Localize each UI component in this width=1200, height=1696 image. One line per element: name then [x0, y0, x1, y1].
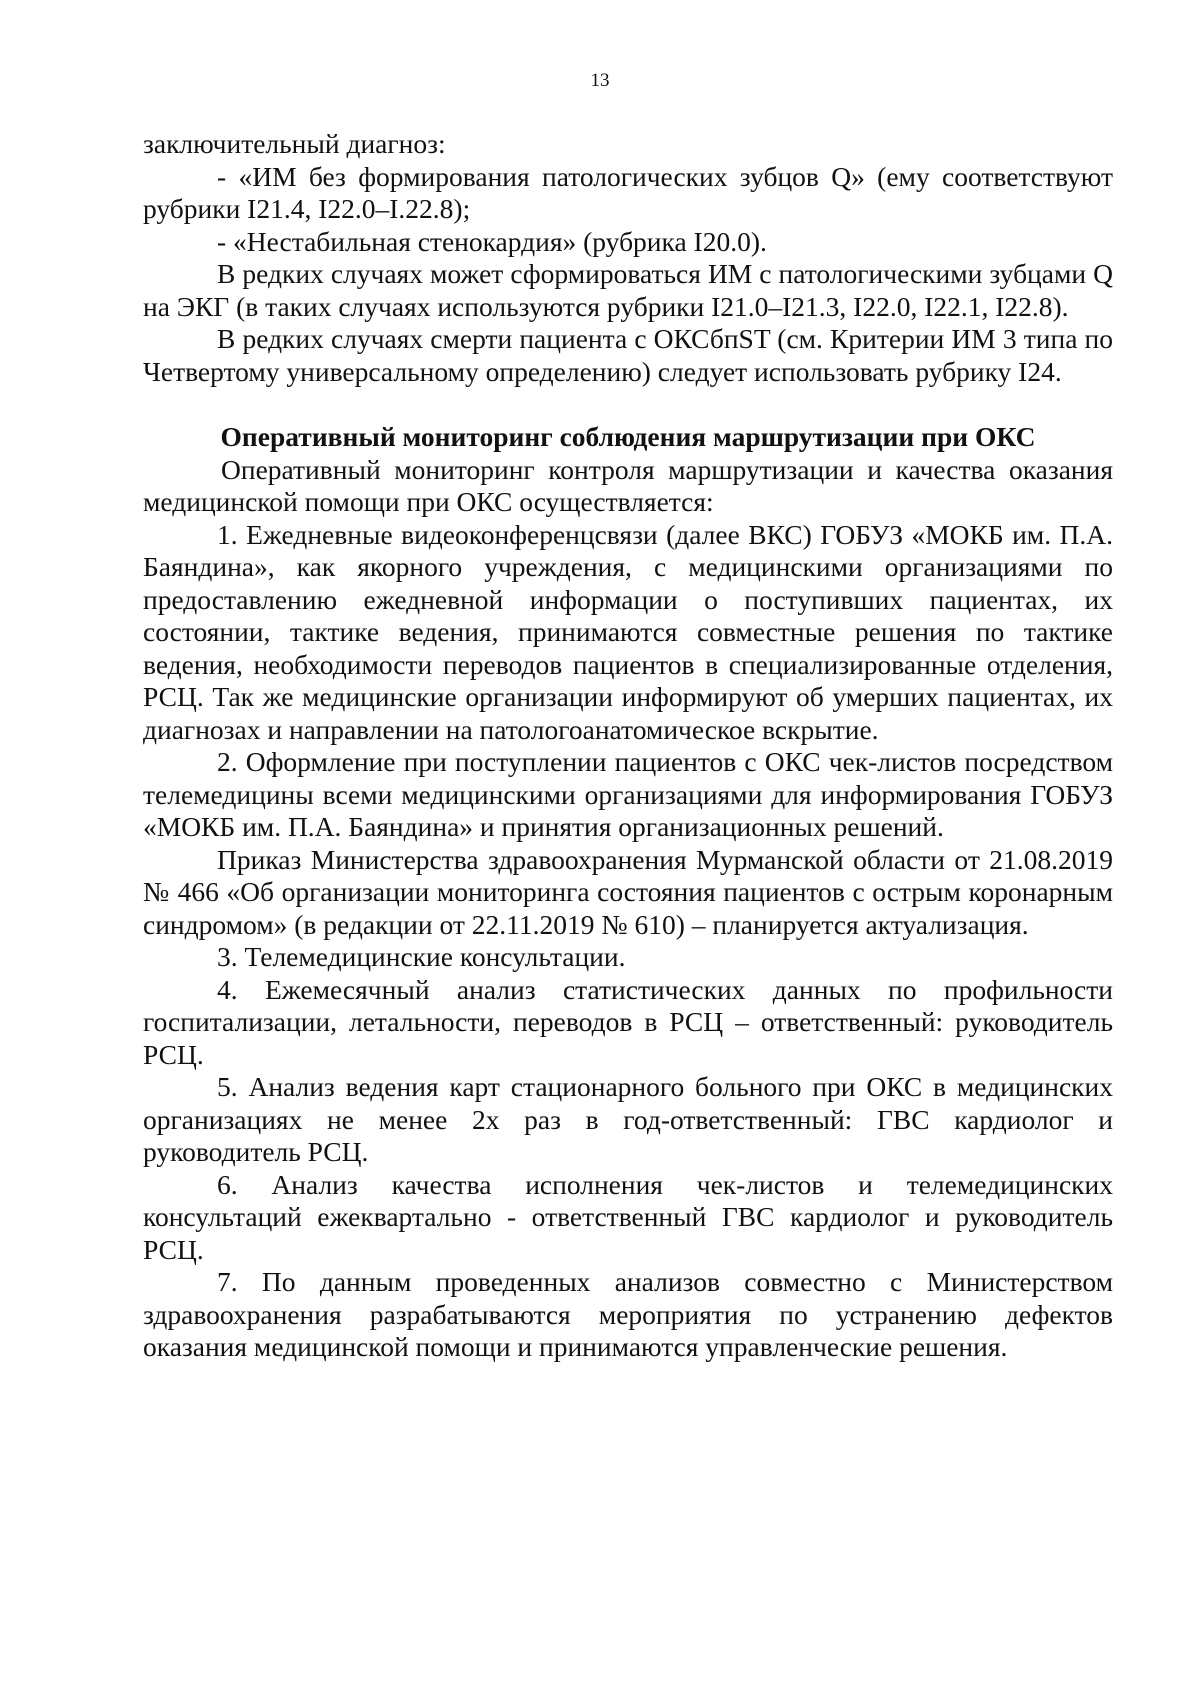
list-item-4: 4. Ежемесячный анализ статистических данных по профильности госпитализации, летальности, переводов в РСЦ – ответственный: руководитель РСЦ. — [143, 973, 1113, 1070]
page-number: 13 — [590, 70, 610, 91]
paragraph-mi-with-q: В редких случаях может сформироваться ИМ с патологическими зубцами Q на ЭКГ (в таких случаях используются рубрики I21.0–I21.3, I22.0, I22.1, I22.8). — [143, 258, 1113, 322]
list-item-2: 2. Оформление при поступлении пациентов с ОКС чек-листов посредством телемедицины всеми медицинскими организациями для информирования ГОБУЗ «МОКБ им. П.А. Баяндина» и принятия организационных решений. — [143, 746, 1113, 842]
section-heading: Оперативный мониторинг соблюдения маршрутизации при ОКС — [220, 421, 1036, 452]
list-item-6: 6. Анализ качества исполнения чек-листов и телемедицинских консультаций ежеквартально - ответственный ГВС кардиолог и руководитель РСЦ. — [143, 1168, 1113, 1265]
paragraph-death-cases: В редких случаях смерти пациента с ОКСбпST (см. Критерии ИМ 3 типа по Четвертому универсальному определению) следует использовать рубрику I24. — [143, 323, 1113, 387]
list-item-7: 7. По данным проведенных анализов совместно с Министерством здравоохранения разрабатываются мероприятия по устранению дефектов оказания медицинской помощи и принимаются управленческие решения. — [143, 1266, 1113, 1362]
list-item-5: 5. Анализ ведения карт стационарного больного при ОКС в медицинских организациях не менее 2х раз в год-ответственный: ГВС кардиолог и руководитель РСЦ. — [143, 1071, 1113, 1167]
list-item-3: 3. Телемедицинские консультации. — [217, 941, 626, 972]
paragraph-mi-without-q: - «ИМ без формирования патологических зубцов Q» (ему соответствуют рубрики I21.4, I22.0–I.22.8); — [143, 160, 1113, 224]
document-body — [143, 128, 1113, 1364]
list-item-1: 1. Ежедневные видеоконференцсвязи (далее ВКС) ГОБУЗ «МОКБ им. П.А. Баяндина», как якорного учреждения, с медицинскими организациями по предоставлению ежедневной информации о поступивших пациентах, их состоянии, тактике ведения, принимаются совместные решения по тактике ведения, необходимости переводов пациентов в специализированные отделения, РСЦ. Так же медицинские организации информируют об умерших пациентах, их диагнозах и направлении на патологоанатомическое вскрытие. — [143, 518, 1113, 745]
paragraph-order: Приказ Министерства здравоохранения Мурманской области от 21.08.2019 № 466 «Об организации мониторинга состояния пациентов с острым коронарным синдромом» (в редакции от 22.11.2019 № 610) – планируется актуализация. — [143, 843, 1113, 940]
paragraph-final-diagnosis: заключительный диагноз: — [143, 128, 446, 159]
paragraph-unstable-angina: - «Нестабильная стенокардия» (рубрика I20.0). — [217, 225, 767, 257]
paragraph-monitoring-intro: Оперативный мониторинг контроля маршрутизации и качества оказания медицинской помощи при ОКС осуществляется: — [143, 453, 1113, 517]
